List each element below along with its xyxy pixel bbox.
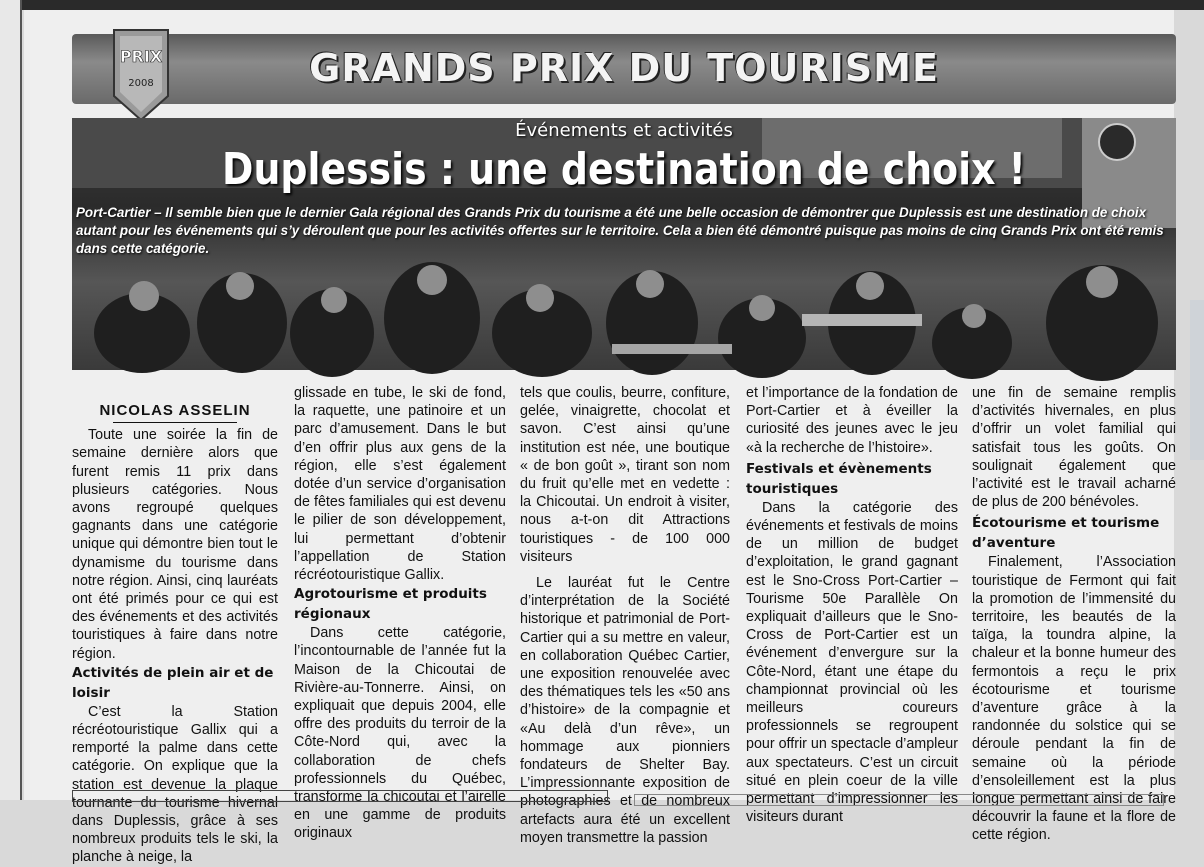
next-article-box-right — [634, 794, 1164, 806]
column-2-paragraph-2: Dans cette catégorie, l’incontournable de l’année fut la Maison de la Chicoutai de Rivière-au-Tonnerre. Ainsi, on expliquait que depuis 2004, elle offre des produits du terroir de la Côte-Nord qui, avec la collaboration de chefs professionnels du Québec, transforme la chicoutai et l’airelle en une gamme de produits originaux — [294, 625, 506, 842]
article-column-3 — [520, 384, 730, 847]
column-1-paragraph-2: C’est la Station récréotouristique Gallix qui a remporté la palme dans cette catégorie. On explique que la station est devenue la plaque tournante du tourisme hivernal dans Duplessis, grâce à ses nombreux produits tels le ski, la planche à neige, la — [72, 703, 278, 866]
column-1-paragraph-1: Toute une soirée la fin de semaine dernière alors que furent remis 11 prix dans plusieurs catégories. Nous avons regroupé quelques gagnants dans une catégorie unique qui démontre bien tout le dynamisme du tourisme dans notre région. Ainsi, cinq lauréats ont été primés pour ce qui est des événements et des activités touristiques à faire dans notre région. — [72, 427, 278, 662]
next-article-box-left — [72, 790, 608, 802]
logo-prix-text: PRIX — [119, 47, 163, 66]
top-border — [0, 0, 1204, 10]
subhead-festivals: Festivals et évènements touristiques — [746, 460, 932, 497]
article-column-2 — [294, 384, 506, 843]
column-4-paragraph-1: et l’importance de la fondation de Port-Cartier et à éveiller la curiosité des jeunes avec le jeu «à la recherche de l’histoire». — [746, 385, 958, 456]
byline-rule — [113, 422, 237, 423]
subhead-plein-air: Activités de plein air et de loisir — [72, 664, 274, 701]
column-2-paragraph-1: glissade en tube, le ski de fond, la raquette, une patinoire et un parc d’amusement. Dans le but d’en offrir plus aux gens de la région, elle s’est également dotée d’un service d’organisation de fêtes familiales qui est devenu le pilier de son développement, lui permettant d’obtenir l’appellation de Station récréotouristique Gallix. — [294, 385, 506, 584]
grands-prix-logo — [110, 30, 172, 120]
article-lead: Port-Cartier – Il semble bien que le dernier Gala régional des Grands Prix du tourisme a été une belle occasion de démontrer que Duplessis est une destination de choix autant pour les événements qui s’y déroulent que pour les activités offertes sur le territoire. Cela a bien été démontré puisque pas moins de cinq Grands Prix ont été remis dans cette catégorie. — [76, 205, 1164, 256]
page-left-edge — [0, 0, 22, 800]
article-byline: NICOLAS ASSELIN — [99, 402, 251, 419]
adjacent-page-edge — [1190, 300, 1204, 460]
article-kicker: Événements et activités — [515, 120, 733, 141]
article-column-4 — [746, 384, 958, 826]
section-banner — [72, 34, 1176, 104]
column-3-paragraph-2: Le lauréat fut le Centre d’interprétation de la Société historique et patrimonial de Port-Cartier qui a su mettre en valeur, en collaboration Québec Cartier, une exposition renouvelée avec des thématiques tels les «50 ans d’histoire» de la compagnie et «Au delà d’un rêve», un hommage aux pionniers fondateurs de Shelter Bay. L’impressionnante exposition de photographies et de nombreux artefacts aura été un excellent moyen transmettre la passion — [520, 575, 730, 846]
article-column-5 — [972, 384, 1176, 845]
banner-title: GRANDS PRIX DU TOURISME — [309, 46, 939, 90]
article-headline: Duplessis : une destination de choix ! — [222, 144, 1026, 195]
column-3-paragraph-1: tels que coulis, beurre, confiture, gelée, vinaigrette, chocolat et savon. C’est ainsi qu’une institution est née, une boutique « de bon goût », tirant son nom du fruit qu’elle met en vedette : la Chicoutai. Un endroit à visiter, nous a-t-on dit Attractions touristiques - de 100 000 visiteurs — [520, 385, 730, 565]
gala-photo — [72, 118, 1176, 370]
column-4-paragraph-2: Dans la catégorie des événements et festivals de moins de un million de budget d’exploitation, le grand gagnant est le Sno-Cross Port-Cartier – Tourisme 50e Parallèle On expliquait d’ailleurs que le Sno-Cross de Port-Cartier est un événement d’envergure sur la Côte-Nord, étant une étape du championnat provincial où les meilleurs coureurs professionnels se regroupent pour offrir un spectacle d’ampleur aux spectateurs. C’est un circuit situé en plein coeur de la ville permettant d’impressionner les visiteurs durant — [746, 499, 958, 826]
logo-year-text: 2008 — [128, 78, 154, 89]
column-5-paragraph-2: Finalement, l’Association touristique de Fermont qui fait la promotion de l’immensité du territoire, les beautés de la taïga, la toundra alpine, la chaleur et la bonne humeur des fermontois a reçu le prix écotourisme et tourisme d’aventure grâce à la randonnée du solstice qui se déroule pendant la fin de semaine où la période d’ensoleillement est la plus longue permettant ainsi de faire découvrir la faune et la flore de cette région. — [972, 554, 1176, 844]
subhead-agrotourisme: Agrotourisme et produits régionaux — [294, 586, 487, 623]
column-5-paragraph-1: une fin de semaine remplis d’activités hivernales, en plus d’offrir un volet familial qui satisfait tous les goûts. On soulignait également que l’activité est le travail acharné de plus de 200 bénévoles. — [972, 385, 1176, 511]
subhead-ecotourisme: Écotourisme et tourisme d’aventure — [972, 515, 1160, 552]
